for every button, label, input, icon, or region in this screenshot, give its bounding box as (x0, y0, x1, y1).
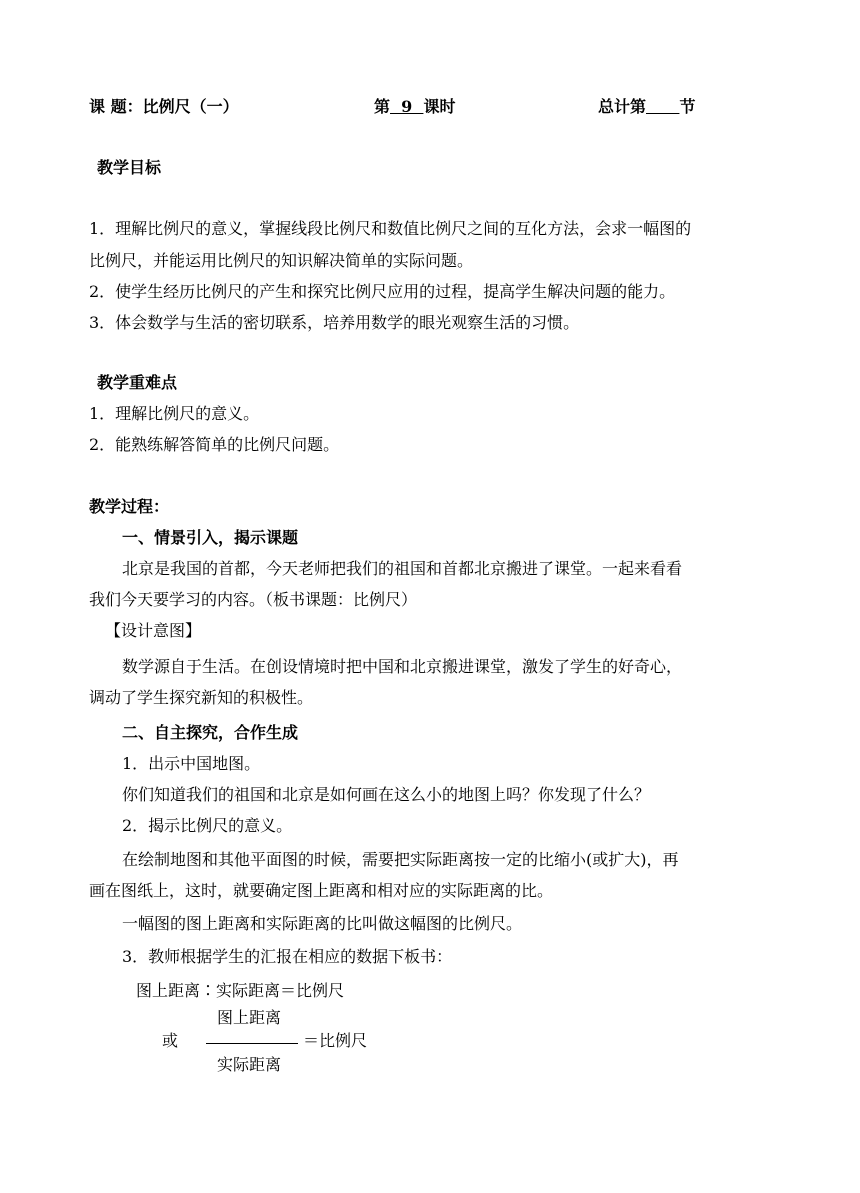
lesson-prefix: 第 (374, 97, 391, 116)
section-1-para-1: 北京是我国的首都，今天老师把我们的祖国和首都北京搬进了课堂。一起来看看 (122, 559, 683, 578)
fraction-bar (206, 1043, 298, 1044)
lesson-count (374, 96, 455, 118)
step-2-para-2: 画在图纸上，这时，就要确定图上距离和相对应的实际距离的比。 (89, 881, 554, 900)
step-1-question: 你们知道我们的祖国和北京是如何画在这么小的地图上吗？你发现了什么？ (122, 785, 651, 804)
design-intent-line-2: 调动了学生探究新知的积极性。 (89, 688, 314, 707)
design-intent-line-1: 数学源自于生活。在创设情境时把中国和北京搬进课堂，激发了学生的好奇心， (122, 657, 683, 676)
total-prefix: 总计第 (598, 97, 647, 116)
keypoint-2: 2．能熟练解答简单的比例尺问题。 (89, 435, 340, 454)
goal-line-1: 1．理解比例尺的意义，掌握线段比例尺和数值比例尺之间的互化方法，会求一幅图的 (89, 219, 692, 238)
total-suffix: 节 (679, 97, 696, 116)
design-intent-label: 【设计意图】 (105, 621, 202, 640)
fraction-numerator: 图上距离 (217, 1008, 282, 1027)
step-3: 3．教师根据学生的汇报在相应的数据下板书： (122, 947, 453, 966)
fraction-denominator: 实际距离 (217, 1055, 282, 1074)
process-heading: 教学过程： (89, 497, 170, 516)
step-2: 2．揭示比例尺的意义。 (122, 816, 293, 835)
keypoint-1: 1．理解比例尺的意义。 (89, 404, 260, 423)
formula-or: 或 (162, 1031, 179, 1050)
goal-line-2: 比例尺，并能运用比例尺的知识解决简单的实际问题。 (89, 251, 474, 270)
section-1-title: 一、情景引入，揭示课题 (122, 528, 299, 547)
topic-label: 课 题：比例尺（一） (89, 97, 239, 116)
goal-line-4: 3．体会数学与生活的密切联系，培养用数学的眼光观察生活的习惯。 (89, 313, 580, 332)
section-2-title: 二、自主探究，合作生成 (122, 723, 299, 742)
total-count (598, 96, 695, 118)
total-blank (646, 97, 679, 116)
formula-equals-scale: ＝比例尺 (303, 1031, 368, 1050)
lesson-suffix: 课时 (423, 97, 456, 116)
step-1: 1．出示中国地图。 (122, 754, 261, 773)
step-2-para-1: 在绘制地图和其他平面图的时候，需要把实际距离按一定的比缩小(或扩大)，再 (122, 850, 679, 869)
goals-heading: 教学目标 (97, 158, 162, 177)
goal-line-3: 2．使学生经历比例尺的产生和探究比例尺应用的过程，提高学生解决问题的能力。 (89, 282, 676, 301)
formula-ratio: 图上距离∶实际距离＝比例尺 (136, 981, 345, 1000)
keypoints-heading: 教学重难点 (97, 373, 178, 392)
step-2-definition: 一幅图的图上距离和实际距离的比叫做这幅图的比例尺。 (122, 914, 523, 933)
section-1-para-2: 我们今天要学习的内容。（板书课题：比例尺） (89, 590, 418, 609)
lesson-number: 9 (390, 97, 424, 116)
